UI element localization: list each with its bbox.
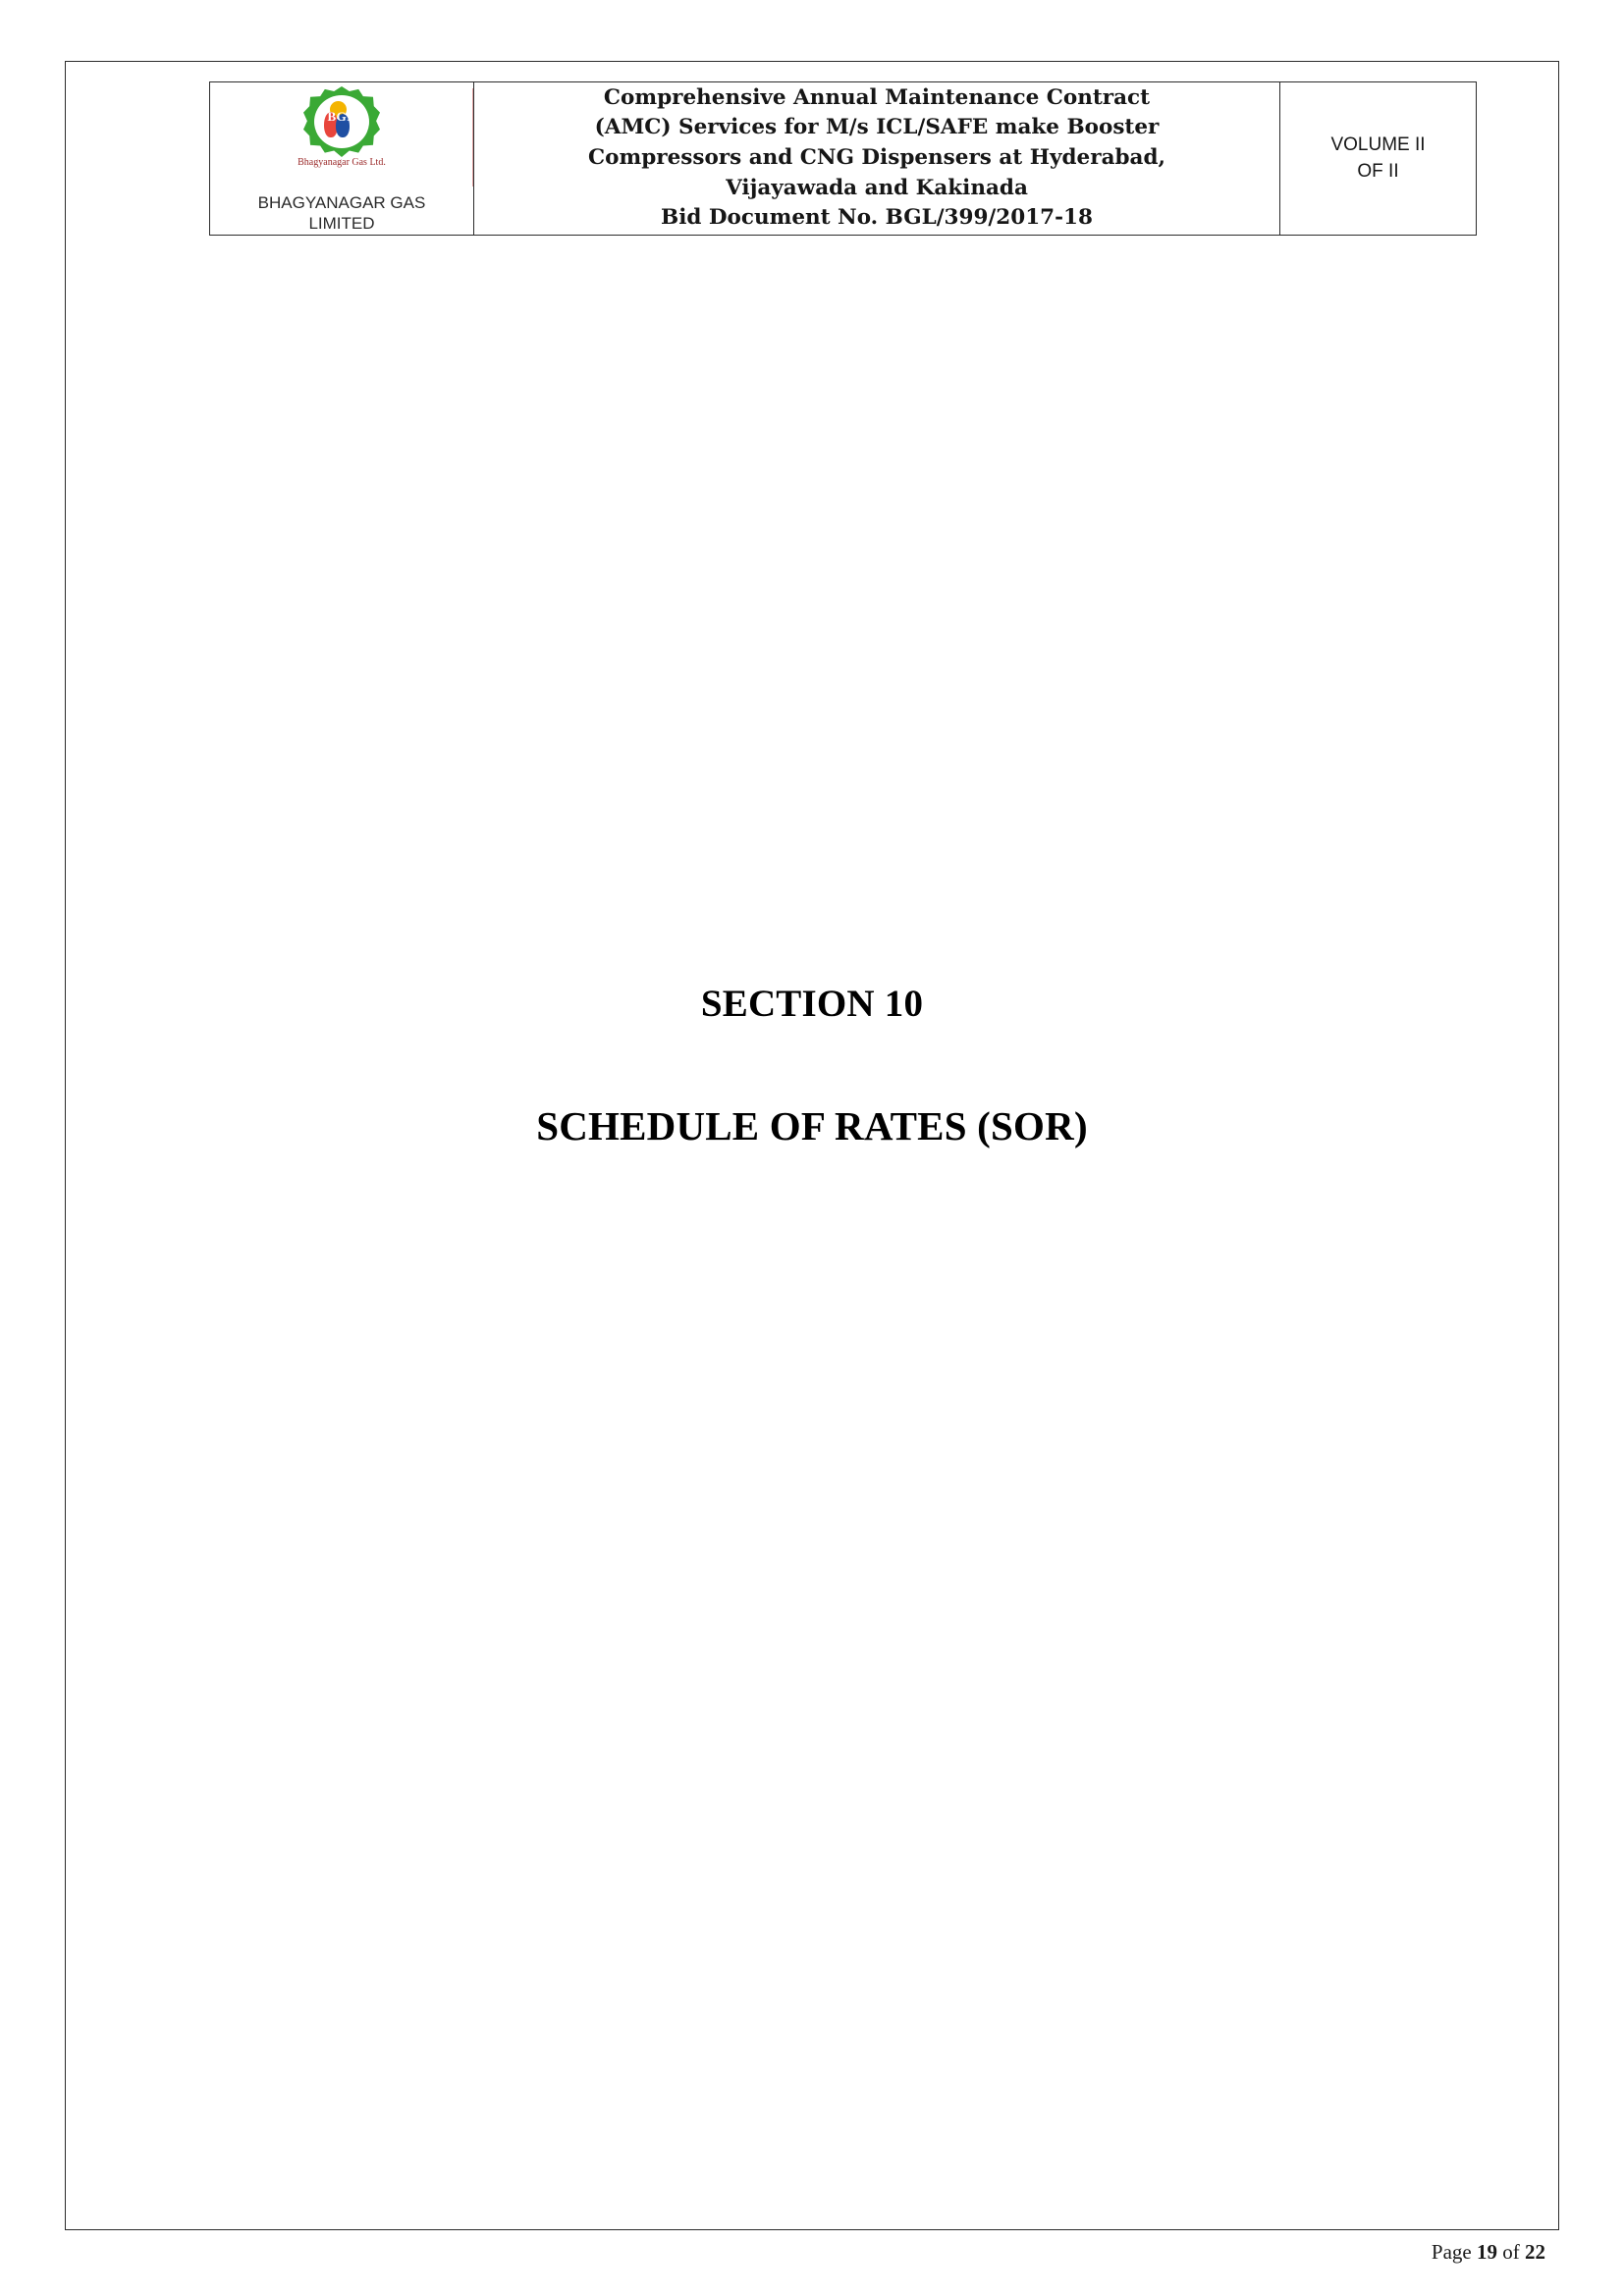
header-volume-line-2: OF II	[1357, 161, 1399, 183]
header-volume-label	[1280, 132, 1476, 186]
footer-current-page: 19	[1477, 2240, 1497, 2264]
header-bid-document-number: Bid Document No. BGL/399/2017-18	[661, 205, 1093, 231]
bgl-logo-icon	[303, 86, 380, 157]
logo-divider	[472, 88, 473, 187]
logo-badge-text: BGL	[327, 109, 356, 124]
company-name	[210, 192, 473, 235]
header-row	[210, 82, 1477, 236]
page-footer	[65, 2240, 1559, 2265]
logo-caption: Bhagyanagar Gas Ltd.	[298, 157, 386, 168]
header-title-line-3: Compressors and CNG Dispensers at Hyderabad,	[588, 144, 1165, 170]
document-header-table	[209, 81, 1477, 236]
header-title-cell	[474, 82, 1280, 236]
header-volume-line-1: VOLUME II	[1330, 133, 1426, 155]
header-logo-cell	[210, 82, 474, 236]
company-name-line1: BHAGYANAGAR GAS	[257, 193, 426, 212]
header-title	[474, 83, 1279, 234]
header-title-line-2: (AMC) Services for M/s ICL/SAFE make Booster	[594, 115, 1160, 140]
header-title-line-4: Vijayawada and Kakinada	[726, 175, 1028, 200]
section-title: SECTION 10	[700, 983, 924, 1025]
section-subtitle: SCHEDULE OF RATES (SOR)	[536, 1103, 1088, 1148]
header-volume-cell	[1280, 82, 1477, 236]
logo-wrapper	[210, 82, 473, 192]
header-title-line-1: Comprehensive Annual Maintenance Contract	[603, 84, 1151, 110]
footer-prefix: Page	[1431, 2240, 1477, 2264]
footer-total-pages: 22	[1525, 2240, 1545, 2264]
footer-middle: of	[1497, 2240, 1525, 2264]
company-name-line2: LIMITED	[308, 214, 375, 234]
